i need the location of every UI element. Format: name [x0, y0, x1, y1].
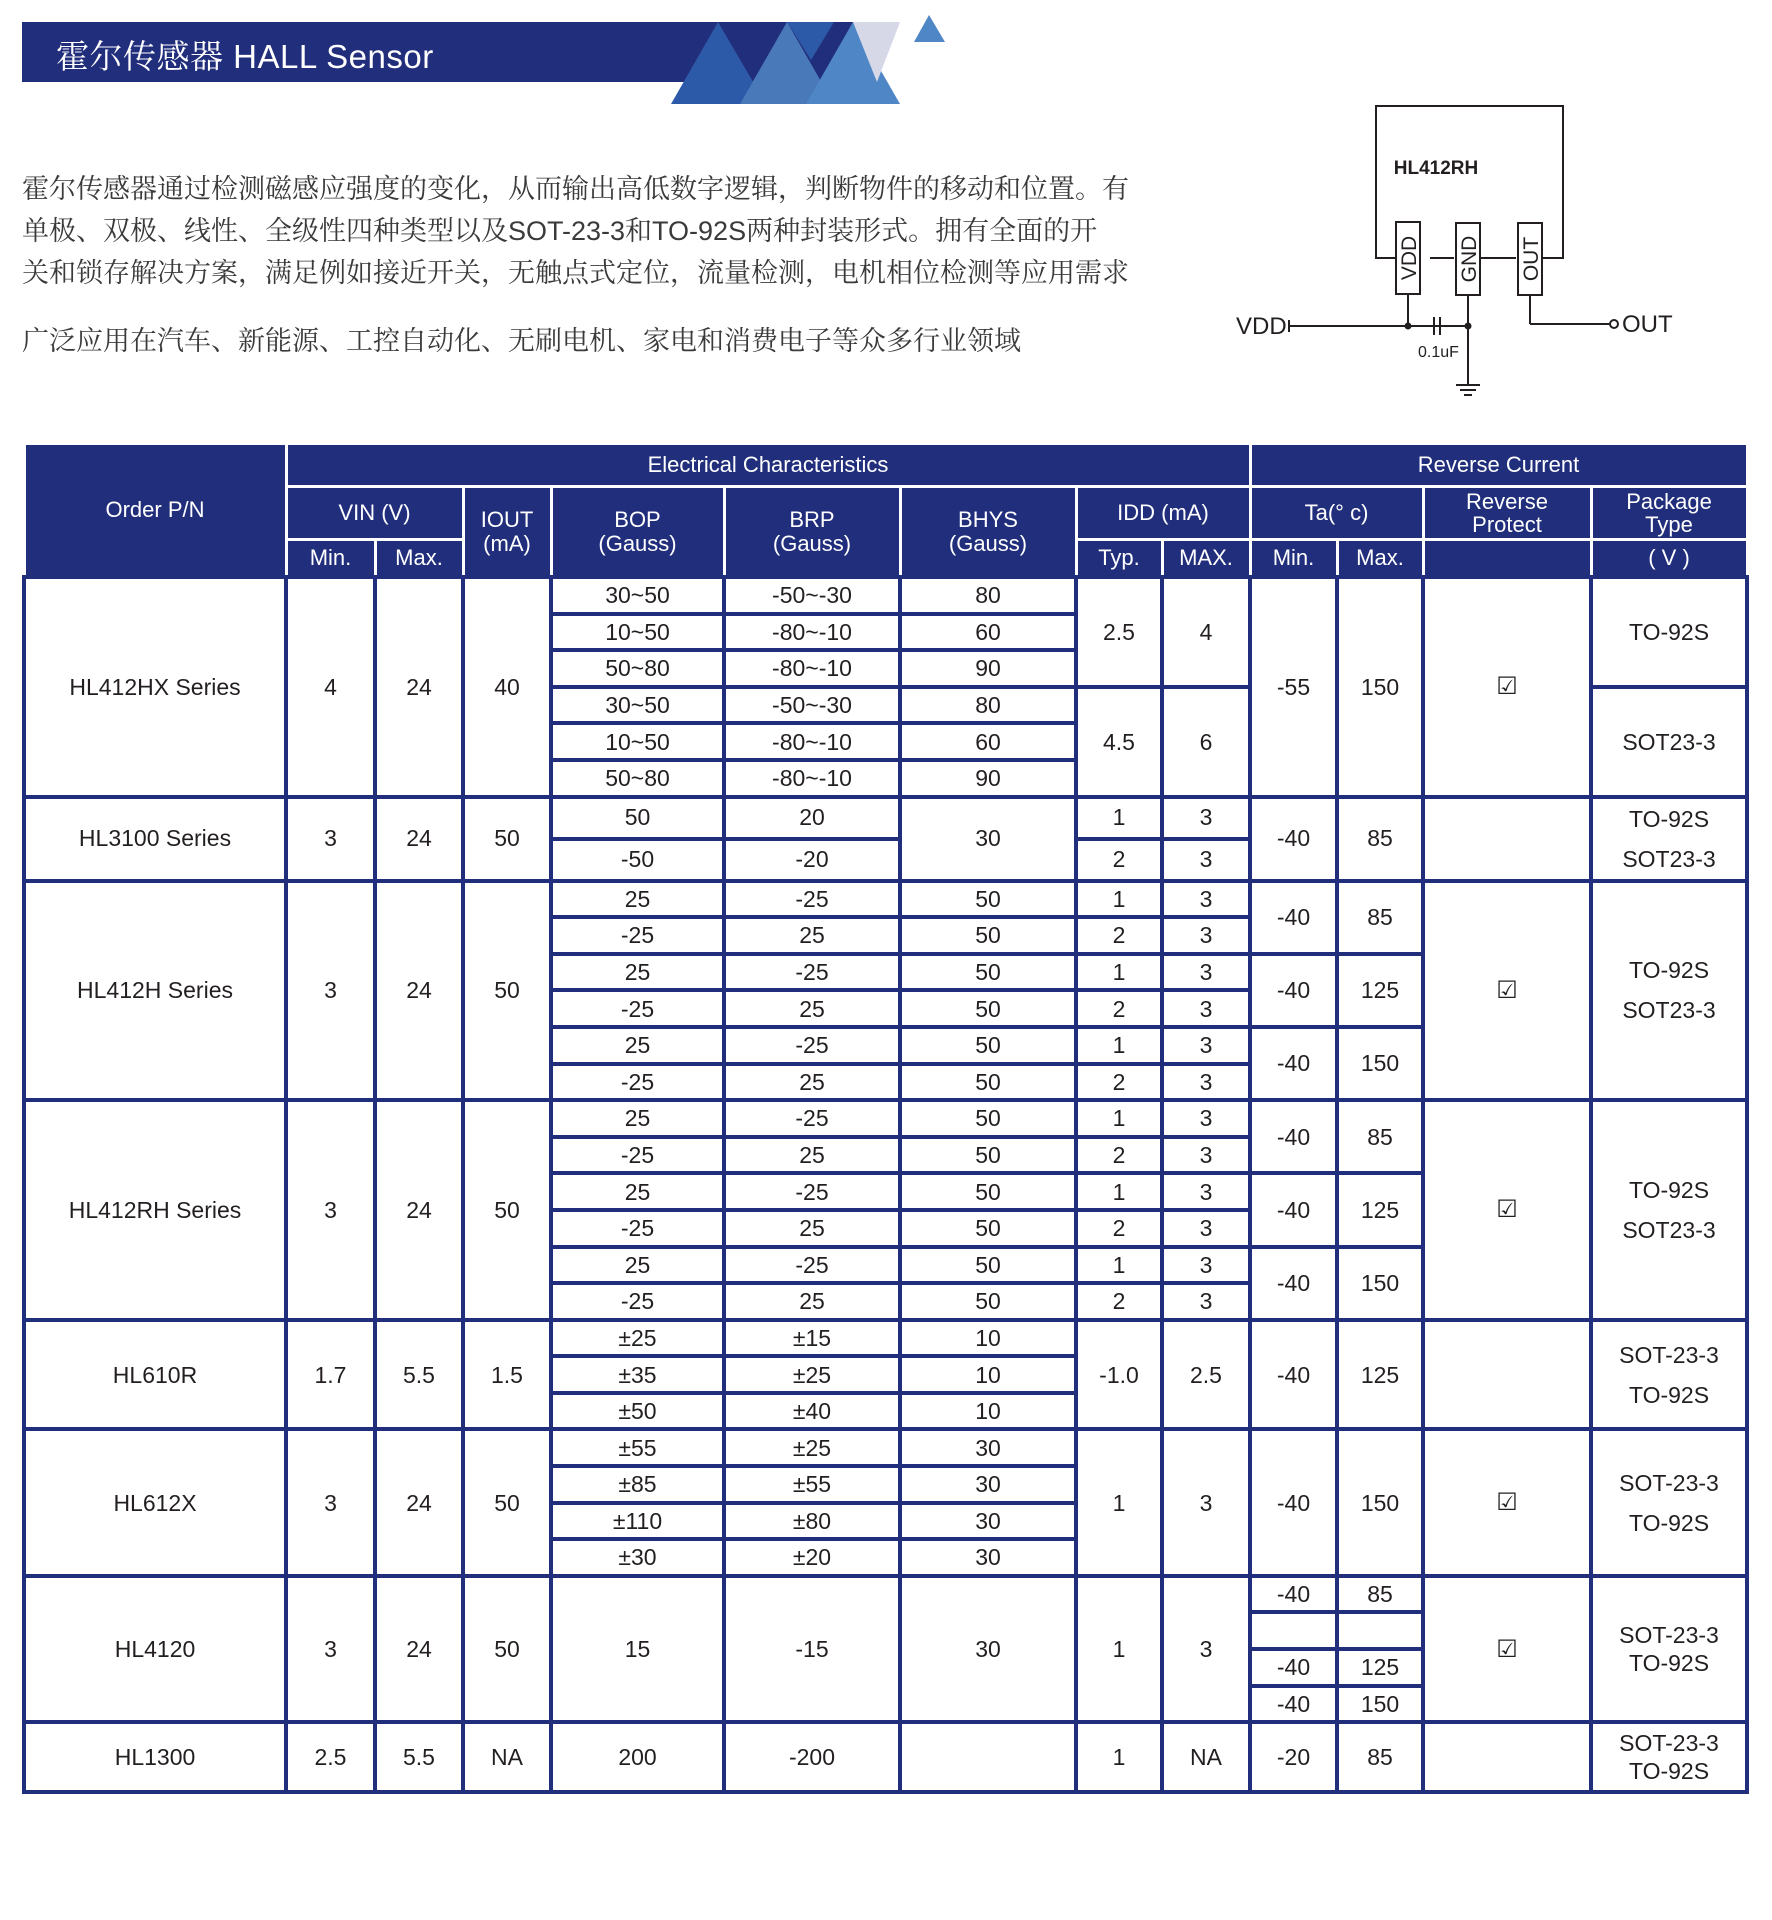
bhys-cell: 50	[900, 990, 1076, 1027]
bhys-cell: 80	[900, 687, 1076, 724]
ta-max-cell: 150	[1337, 1247, 1423, 1320]
bhys-cell: 90	[900, 760, 1076, 797]
header-electrical-characteristics: Electrical Characteristics	[286, 444, 1250, 487]
idd-typ-cell: 1	[1076, 797, 1162, 839]
idd-max-cell: 3	[1162, 1283, 1250, 1320]
package-cell	[1591, 1320, 1747, 1430]
header-vin-max: Max.	[375, 540, 463, 578]
vin-max-cell: 5.5	[375, 1722, 463, 1792]
ta-max-cell: 150	[1337, 1686, 1423, 1723]
header-reverse-protect-unit	[1423, 540, 1591, 578]
vin-min-cell: 1.7	[286, 1320, 375, 1430]
ta-min-cell: -40	[1250, 1686, 1337, 1723]
ta-min-cell: -40	[1250, 1576, 1337, 1613]
order-pn-cell: HL412RH Series	[24, 1100, 286, 1320]
header-reverse-current: Reverse Current	[1250, 444, 1747, 487]
ta-min-cell: -40	[1250, 1320, 1337, 1430]
bop-cell: -25	[551, 1210, 724, 1247]
bop-cell: 25	[551, 1027, 724, 1064]
brp-cell: 25	[724, 990, 900, 1027]
ta-min-cell: -55	[1250, 577, 1337, 797]
order-pn-cell: HL412H Series	[24, 881, 286, 1101]
table-row	[24, 1100, 1747, 1137]
header-vin: VIN (V)	[286, 487, 463, 540]
bop-cell: 10~50	[551, 723, 724, 760]
idd-max-cell: 3	[1162, 881, 1250, 918]
applications-line: 广泛应用在汽车、新能源、工控自动化、无刷电机、家电和消费电子等众多行业领域	[22, 326, 1021, 356]
header-brp: BRP (Gauss)	[724, 487, 900, 578]
intro-line: 单极、双极、线性、全级性四种类型以及SOT-23-3和TO-92S两种封装形式。拥有全面的开	[22, 216, 1098, 246]
idd-typ-cell: 1	[1076, 1576, 1162, 1722]
ta-min-cell: -40	[1250, 954, 1337, 1027]
idd-max-cell: 4	[1162, 577, 1250, 687]
vin-max-cell: 24	[375, 1100, 463, 1320]
bop-cell: 30~50	[551, 687, 724, 724]
brp-cell: -80~-10	[724, 614, 900, 651]
header-ta: Ta(° c)	[1250, 487, 1423, 540]
bop-cell: -25	[551, 1064, 724, 1101]
table-row	[24, 881, 1747, 918]
brp-cell: -25	[724, 954, 900, 991]
idd-max-cell: 3	[1162, 1027, 1250, 1064]
checkbox-checked-icon: ☑	[1496, 976, 1518, 1004]
table-row	[24, 797, 1747, 839]
package-cell	[1591, 1722, 1747, 1792]
bhys-cell: 50	[900, 1064, 1076, 1101]
brp-cell: -15	[724, 1576, 900, 1722]
idd-max-cell: 3	[1162, 1247, 1250, 1284]
bop-cell: ±55	[551, 1429, 724, 1466]
ta-max-cell: 125	[1337, 1320, 1423, 1430]
brp-cell: 25	[724, 917, 900, 954]
bop-cell: 50~80	[551, 650, 724, 687]
bop-cell: 15	[551, 1576, 724, 1722]
bop-cell: -25	[551, 990, 724, 1027]
package-type: SOT23-3	[1622, 997, 1716, 1024]
bhys-cell: 10	[900, 1393, 1076, 1430]
vin-min-cell: 3	[286, 881, 375, 1101]
bop-cell: ±50	[551, 1393, 724, 1430]
table-body	[24, 577, 1747, 1792]
idd-max-cell: 3	[1162, 1064, 1250, 1101]
idd-max-cell: 3	[1162, 1100, 1250, 1137]
idd-max-cell: 3	[1162, 1173, 1250, 1210]
ta-min-cell: -40	[1250, 1100, 1337, 1173]
bop-cell: ±30	[551, 1539, 724, 1576]
idd-max-cell: 6	[1162, 687, 1250, 797]
table-row	[24, 577, 1747, 614]
vin-min-cell: 3	[286, 1576, 375, 1722]
bhys-cell: 30	[900, 1576, 1076, 1722]
iout-cell: 40	[463, 577, 551, 797]
reverse-protect-cell	[1423, 1429, 1591, 1575]
ta-max-cell: 85	[1337, 881, 1423, 954]
package-type: SOT23-3	[1622, 1216, 1716, 1243]
vin-max-cell: 24	[375, 1576, 463, 1722]
reverse-protect-cell	[1423, 1576, 1591, 1722]
idd-typ-cell: 2	[1076, 990, 1162, 1027]
package-type: SOT-23-3	[1619, 1730, 1719, 1757]
idd-max-cell: 3	[1162, 1429, 1250, 1575]
bhys-cell: 30	[900, 1466, 1076, 1503]
vin-max-cell: 24	[375, 881, 463, 1101]
ta-max-cell: 125	[1337, 954, 1423, 1027]
bop-cell: 50	[551, 797, 724, 839]
ta-min-cell: -40	[1250, 1649, 1337, 1686]
brp-cell: -25	[724, 1173, 900, 1210]
brp-cell: 25	[724, 1137, 900, 1174]
ta-min-cell: -40	[1250, 1429, 1337, 1575]
brp-cell: -200	[724, 1722, 900, 1792]
junction-dot	[1465, 323, 1472, 330]
bhys-cell: 50	[900, 1210, 1076, 1247]
package-cell	[1591, 1576, 1747, 1722]
bhys-cell: 50	[900, 1283, 1076, 1320]
idd-typ-cell: 1	[1076, 954, 1162, 991]
brp-cell: -25	[724, 881, 900, 918]
bhys-cell: 60	[900, 723, 1076, 760]
reverse-protect-cell	[1423, 797, 1591, 881]
vin-min-cell: 2.5	[286, 1722, 375, 1792]
header-package-unit: ( V )	[1591, 540, 1747, 578]
ta-min-cell: -40	[1250, 1247, 1337, 1320]
bhys-cell: 30	[900, 1539, 1076, 1576]
idd-max-cell: 3	[1162, 1210, 1250, 1247]
ta-max-cell: 85	[1337, 797, 1423, 881]
package-type: TO-92S	[1628, 1758, 1710, 1785]
brp-cell: -20	[724, 839, 900, 881]
brp-cell: -50~-30	[724, 577, 900, 614]
header-idd-typ: Typ.	[1076, 540, 1162, 578]
brp-cell: -25	[724, 1100, 900, 1137]
bhys-cell	[900, 1722, 1076, 1792]
bhys-cell: 50	[900, 1247, 1076, 1284]
order-pn-cell: HL3100 Series	[24, 797, 286, 881]
order-pn-cell: HL612X	[24, 1429, 286, 1575]
package-type: SOT-23-3	[1619, 1469, 1719, 1496]
package-type: SOT-23-3	[1619, 1341, 1719, 1368]
iout-cell: 50	[463, 1100, 551, 1320]
header-reverse-protect: Reverse Protect	[1423, 487, 1591, 540]
idd-typ-cell: 2	[1076, 1137, 1162, 1174]
bop-cell: 30~50	[551, 577, 724, 614]
checkbox-checked-icon: ☑	[1496, 1196, 1518, 1224]
bop-cell: -25	[551, 1283, 724, 1320]
package-cell: TO-92S	[1591, 577, 1747, 687]
table-row	[24, 1320, 1747, 1357]
idd-typ-cell: 4.5	[1076, 687, 1162, 797]
reverse-protect-cell	[1423, 881, 1591, 1101]
vin-max-cell: 24	[375, 797, 463, 881]
hall-sensor-spec-table	[22, 442, 1749, 1794]
header-package-type: Package Type	[1591, 487, 1747, 540]
header-bhys: BHYS (Gauss)	[900, 487, 1076, 578]
bhys-cell: 80	[900, 577, 1076, 614]
idd-typ-cell: 2	[1076, 1210, 1162, 1247]
header-bop: BOP (Gauss)	[551, 487, 724, 578]
section-banner	[22, 22, 877, 82]
package-type: TO-92S	[1628, 1509, 1710, 1536]
idd-typ-cell: -1.0	[1076, 1320, 1162, 1430]
vin-max-cell: 5.5	[375, 1320, 463, 1430]
idd-typ-cell: 2	[1076, 839, 1162, 881]
reverse-protect-cell	[1423, 1100, 1591, 1320]
iout-cell: NA	[463, 1722, 551, 1792]
ta-min-cell: -40	[1250, 1173, 1337, 1246]
bhys-cell: 30	[900, 797, 1076, 881]
idd-max-cell: 3	[1162, 1137, 1250, 1174]
header-ta-max: Max.	[1337, 540, 1423, 578]
package-type: TO-92S	[1628, 1176, 1710, 1203]
idd-max-cell: 3	[1162, 990, 1250, 1027]
idd-max-cell: 2.5	[1162, 1320, 1250, 1430]
input-vdd-label: VDD	[1236, 313, 1287, 340]
order-pn-cell: HL1300	[24, 1722, 286, 1792]
ta-max-cell: 150	[1337, 577, 1423, 797]
brp-cell: 25	[724, 1064, 900, 1101]
package-type: TO-92S	[1628, 1650, 1710, 1677]
pin-gnd-label: GND	[1458, 235, 1481, 283]
brp-cell: -25	[724, 1247, 900, 1284]
brp-cell: ±80	[724, 1503, 900, 1540]
iout-cell: 50	[463, 881, 551, 1101]
bop-cell: 200	[551, 1722, 724, 1792]
idd-typ-cell: 2	[1076, 1064, 1162, 1101]
bop-cell: ±110	[551, 1503, 724, 1540]
bop-cell: 25	[551, 1100, 724, 1137]
vin-min-cell: 3	[286, 1100, 375, 1320]
vin-min-cell: 3	[286, 797, 375, 881]
bop-cell: 25	[551, 1247, 724, 1284]
output-label: OUT	[1622, 311, 1673, 338]
table-row	[24, 1722, 1747, 1792]
bop-cell: ±35	[551, 1356, 724, 1393]
reverse-protect-cell	[1423, 1722, 1591, 1792]
pin-vdd-label: VDD	[1398, 235, 1421, 281]
bhys-cell: 60	[900, 614, 1076, 651]
idd-max-cell: 3	[1162, 839, 1250, 881]
junction-dot	[1405, 323, 1412, 330]
bop-cell: 25	[551, 1173, 724, 1210]
ta-max-cell	[1337, 1612, 1423, 1649]
ta-max-cell: 85	[1337, 1100, 1423, 1173]
bhys-cell: 50	[900, 917, 1076, 954]
package-type: SOT23-3	[1622, 845, 1716, 872]
idd-typ-cell: 1	[1076, 1429, 1162, 1575]
reverse-protect-cell	[1423, 577, 1591, 797]
bhys-cell: 10	[900, 1320, 1076, 1357]
order-pn-cell: HL610R	[24, 1320, 286, 1430]
package-cell	[1591, 1429, 1747, 1575]
bhys-cell: 10	[900, 1356, 1076, 1393]
brp-cell: -50~-30	[724, 687, 900, 724]
brp-cell: -80~-10	[724, 723, 900, 760]
bhys-cell: 30	[900, 1429, 1076, 1466]
header-vin-min: Min.	[286, 540, 375, 578]
idd-typ-cell: 1	[1076, 1173, 1162, 1210]
circuit-diagram	[1230, 100, 1673, 400]
idd-typ-cell: 2	[1076, 917, 1162, 954]
package-type: TO-92S	[1628, 1381, 1710, 1408]
chip-label: HL412RH	[1393, 158, 1479, 179]
header-ta-min: Min.	[1250, 540, 1337, 578]
header-idd-max: MAX.	[1162, 540, 1250, 578]
bop-cell: -50	[551, 839, 724, 881]
checkbox-checked-icon: ☑	[1496, 1489, 1518, 1517]
bhys-cell: 30	[900, 1503, 1076, 1540]
package-type: TO-92S	[1628, 805, 1710, 832]
ta-min-cell	[1250, 1612, 1337, 1649]
idd-typ-cell: 2.5	[1076, 577, 1162, 687]
brp-cell: -80~-10	[724, 650, 900, 687]
brp-cell: ±15	[724, 1320, 900, 1357]
ta-min-cell: -20	[1250, 1722, 1337, 1792]
idd-max-cell: 3	[1162, 954, 1250, 991]
vin-min-cell: 4	[286, 577, 375, 797]
table-row	[24, 1429, 1747, 1466]
ta-min-cell: -40	[1250, 797, 1337, 881]
package-cell	[1591, 1100, 1747, 1320]
idd-max-cell: 3	[1162, 1576, 1250, 1722]
bhys-cell: 50	[900, 1173, 1076, 1210]
section-title: 霍尔传感器 HALL Sensor	[56, 38, 434, 75]
package-cell	[1591, 881, 1747, 1101]
reverse-protect-cell	[1423, 1320, 1591, 1430]
header-order-pn: Order P/N	[24, 444, 286, 578]
package-type: SOT-23-3	[1619, 1622, 1719, 1649]
order-pn-cell: HL4120	[24, 1576, 286, 1722]
idd-typ-cell: 1	[1076, 1722, 1162, 1792]
brp-cell: ±40	[724, 1393, 900, 1430]
brp-cell: -80~-10	[724, 760, 900, 797]
iout-cell: 50	[463, 797, 551, 881]
brp-cell: ±20	[724, 1539, 900, 1576]
intro-line: 关和锁存解决方案，满足例如接近开关，无触点式定位，流量检测，电机相位检测等应用需求	[22, 258, 1129, 288]
bop-cell: ±25	[551, 1320, 724, 1357]
idd-typ-cell: 1	[1076, 1247, 1162, 1284]
checkbox-checked-icon: ☑	[1496, 1635, 1518, 1663]
brp-cell: ±25	[724, 1429, 900, 1466]
brp-cell: 25	[724, 1210, 900, 1247]
ta-max-cell: 85	[1337, 1722, 1423, 1792]
bhys-cell: 90	[900, 650, 1076, 687]
ta-min-cell: -40	[1250, 1027, 1337, 1100]
brp-cell: ±25	[724, 1356, 900, 1393]
header-iout: IOUT (mA)	[463, 487, 551, 578]
bhys-cell: 50	[900, 1100, 1076, 1137]
ta-max-cell: 150	[1337, 1027, 1423, 1100]
bhys-cell: 50	[900, 1137, 1076, 1174]
package-cell: SOT23-3	[1591, 687, 1747, 797]
bop-cell: 25	[551, 954, 724, 991]
bop-cell: 50~80	[551, 760, 724, 797]
bhys-cell: 50	[900, 1027, 1076, 1064]
brp-cell: -25	[724, 1027, 900, 1064]
idd-typ-cell: 1	[1076, 881, 1162, 918]
pin-out-label: OUT	[1520, 236, 1543, 282]
banner-accent-triangle	[914, 15, 945, 42]
table-row	[24, 1576, 1747, 1613]
vin-min-cell: 3	[286, 1429, 375, 1575]
idd-max-cell: 3	[1162, 917, 1250, 954]
header-idd: IDD (mA)	[1076, 487, 1250, 540]
iout-cell: 1.5	[463, 1320, 551, 1430]
bop-cell: 25	[551, 881, 724, 918]
idd-typ-cell: 2	[1076, 1283, 1162, 1320]
package-type: TO-92S	[1628, 957, 1710, 984]
brp-cell: ±55	[724, 1466, 900, 1503]
package-cell	[1591, 797, 1747, 881]
brp-cell: 20	[724, 797, 900, 839]
ta-max-cell: 125	[1337, 1173, 1423, 1246]
iout-cell: 50	[463, 1576, 551, 1722]
output-terminal	[1610, 320, 1618, 328]
iout-cell: 50	[463, 1429, 551, 1575]
bhys-cell: 50	[900, 881, 1076, 918]
checkbox-checked-icon: ☑	[1496, 673, 1518, 701]
ta-max-cell: 150	[1337, 1429, 1423, 1575]
ta-max-cell: 85	[1337, 1576, 1423, 1613]
brp-cell: 25	[724, 1283, 900, 1320]
idd-typ-cell: 1	[1076, 1100, 1162, 1137]
bop-cell: -25	[551, 917, 724, 954]
idd-typ-cell: 1	[1076, 1027, 1162, 1064]
ta-min-cell: -40	[1250, 881, 1337, 954]
bop-cell: -25	[551, 1137, 724, 1174]
idd-max-cell: 3	[1162, 797, 1250, 839]
ta-max-cell: 125	[1337, 1649, 1423, 1686]
vin-max-cell: 24	[375, 1429, 463, 1575]
order-pn-cell: HL412HX Series	[24, 577, 286, 797]
capacitor-label: 0.1uF	[1418, 344, 1459, 361]
bop-cell: ±85	[551, 1466, 724, 1503]
bop-cell: 10~50	[551, 614, 724, 651]
intro-line: 霍尔传感器通过检测磁感应强度的变化，从而输出高低数字逻辑，判断物件的移动和位置。有	[22, 174, 1129, 204]
intro-text	[22, 168, 1162, 362]
vin-max-cell: 24	[375, 577, 463, 797]
bhys-cell: 50	[900, 954, 1076, 991]
idd-max-cell: NA	[1162, 1722, 1250, 1792]
